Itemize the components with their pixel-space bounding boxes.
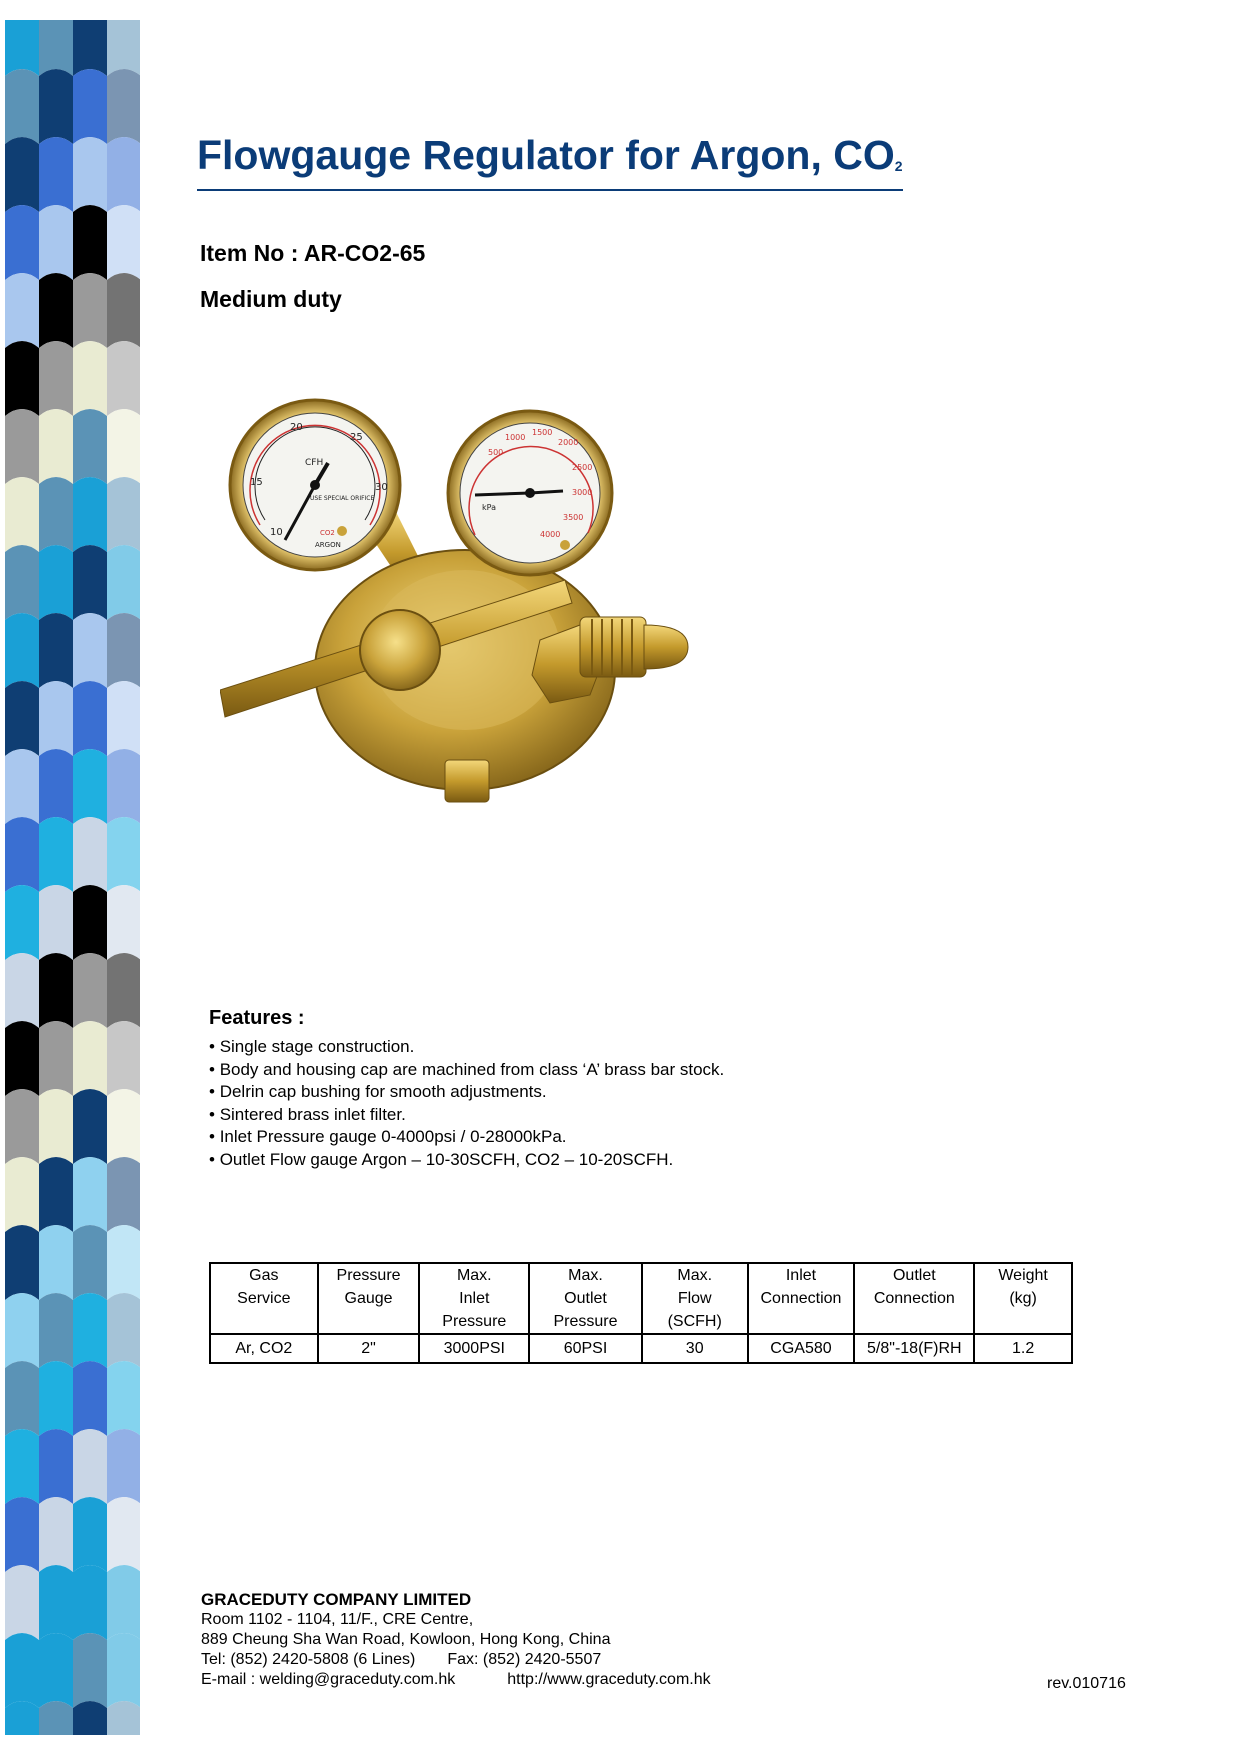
stripe-band — [73, 1021, 107, 1096]
svg-text:2000: 2000 — [558, 438, 579, 447]
cell-outlet-connection: 5/8"-18(F)RH — [854, 1334, 974, 1363]
stripe-band — [73, 817, 107, 892]
stripe-band — [73, 69, 107, 144]
stripe-band — [73, 1089, 107, 1164]
stripe-band — [39, 69, 73, 144]
stripe-band — [5, 1429, 39, 1504]
stripe-band — [39, 1293, 73, 1368]
header-max-inlet-pressure: Max. Inlet Pressure — [419, 1263, 529, 1334]
decorative-stripe-border — [5, 20, 140, 1735]
stripe-band — [5, 1565, 39, 1640]
svg-text:1500: 1500 — [532, 428, 553, 437]
feature-item: • Sintered brass inlet filter. — [209, 1104, 724, 1127]
features-heading: Features : — [209, 1007, 305, 1029]
feature-item: • Body and housing cap are machined from class ‘A’ brass bar stock. — [209, 1059, 724, 1082]
header-outlet-connection: Outlet Connection — [854, 1263, 974, 1334]
stripe-band — [73, 477, 107, 552]
stripe-band — [5, 1225, 39, 1300]
stripe-band — [73, 545, 107, 620]
flow-gauge — [230, 400, 400, 570]
regulator-photo — [220, 385, 770, 845]
svg-text:ARGON: ARGON — [315, 541, 341, 549]
stripe-band — [39, 1021, 73, 1096]
contact-web-line — [201, 1670, 711, 1690]
header-weight: Weight (kg) — [974, 1263, 1072, 1334]
stripe-band — [5, 1701, 39, 1735]
svg-text:USE SPECIAL ORIFICE: USE SPECIAL ORIFICE — [310, 495, 375, 502]
cell-max-outlet-pressure: 60PSI — [529, 1334, 642, 1363]
stripe-band — [39, 1633, 73, 1708]
stripe-band — [39, 1361, 73, 1436]
stripe-band — [5, 953, 39, 1028]
stripe-band — [5, 409, 39, 484]
header-gas-service: Gas Service — [210, 1263, 318, 1334]
company-footer — [201, 1590, 711, 1690]
stripe-band — [5, 1633, 39, 1708]
pressure-gauge — [448, 411, 612, 575]
stripe-band — [39, 749, 73, 824]
stripe-band — [5, 1361, 39, 1436]
stripe-band — [73, 205, 107, 280]
stripe-band — [5, 1497, 39, 1572]
header-pressure-gauge: Pressure Gauge — [318, 1263, 420, 1334]
duty-rating: Medium duty — [200, 286, 342, 312]
svg-text:kPa: kPa — [482, 503, 496, 512]
stripe-band — [5, 885, 39, 960]
stripe-band — [39, 20, 73, 76]
stripe-band — [5, 681, 39, 756]
stripe-band — [73, 681, 107, 756]
header-inlet-connection: Inlet Connection — [748, 1263, 855, 1334]
stripe-band — [39, 477, 73, 552]
stripe-band — [5, 273, 39, 348]
svg-text:3000: 3000 — [572, 488, 593, 497]
stripe-band — [39, 1701, 73, 1735]
svg-text:15: 15 — [250, 477, 263, 488]
stripe-band — [39, 545, 73, 620]
header-max-flow: Max. Flow (SCFH) — [642, 1263, 748, 1334]
feature-item: • Inlet Pressure gauge 0-4000psi / 0-28000kPa. — [209, 1126, 724, 1149]
stripe-band — [5, 20, 39, 76]
stripe-band — [39, 1497, 73, 1572]
cell-pressure-gauge: 2" — [318, 1334, 420, 1363]
stripe-band — [5, 545, 39, 620]
stripe-band — [5, 69, 39, 144]
stripe-band — [73, 1565, 107, 1640]
svg-text:30: 30 — [375, 482, 388, 493]
stripe-band — [73, 137, 107, 212]
cell-weight: 1.2 — [974, 1334, 1072, 1363]
stripe-band — [73, 613, 107, 688]
page-title: Flowgauge Regulator for Argon, $CO_2$ — [197, 132, 903, 191]
features-section — [209, 1007, 724, 1171]
cell-inlet-connection: CGA580 — [748, 1334, 855, 1363]
revision-number: rev.010716 — [1047, 1675, 1126, 1692]
stripe-band — [73, 1157, 107, 1232]
features-list — [209, 1036, 724, 1171]
website-link[interactable]: http://www.graceduty.com.hk — [507, 1671, 711, 1688]
feature-item: • Outlet Flow gauge Argon – 10-30SCFH, CO2 – 10-20SCFH. — [209, 1149, 724, 1172]
cell-max-inlet-pressure: 3000PSI — [419, 1334, 529, 1363]
stripe-band — [73, 1429, 107, 1504]
stripe-band — [39, 885, 73, 960]
stripe-band — [73, 1225, 107, 1300]
stripe-band — [73, 1633, 107, 1708]
stripe-band — [5, 477, 39, 552]
spec-table — [209, 1262, 1073, 1364]
stripe-band — [39, 1157, 73, 1232]
stripe-band — [73, 409, 107, 484]
company-name: GRACEDUTY COMPANY LIMITED — [201, 1590, 472, 1609]
feature-item: • Delrin cap bushing for smooth adjustments. — [209, 1081, 724, 1104]
svg-text:500: 500 — [488, 448, 504, 457]
stripe-band — [39, 1429, 73, 1504]
table-header-row — [210, 1263, 1072, 1334]
svg-text:10: 10 — [270, 527, 283, 538]
stripe-band — [73, 1497, 107, 1572]
stripe-band — [39, 205, 73, 280]
stripe-band — [5, 137, 39, 212]
stripe-band — [5, 817, 39, 892]
address-line-1: Room 1102 - 1104, 11/F., CRE Centre, — [201, 1611, 474, 1628]
stripe-band — [39, 1565, 73, 1640]
svg-text:3500: 3500 — [563, 513, 584, 522]
stripe-band — [5, 749, 39, 824]
stripe-band — [73, 341, 107, 416]
cell-gas-service: Ar, CO2 — [210, 1334, 318, 1363]
email-link[interactable]: E-mail : welding@graceduty.com.hk — [201, 1671, 456, 1688]
stripe-band — [5, 1293, 39, 1368]
address-line-2: 889 Cheung Sha Wan Road, Kowloon, Hong Kong, China — [201, 1631, 611, 1648]
stripe-band — [39, 817, 73, 892]
stripe-band — [5, 341, 39, 416]
stripe-band — [39, 273, 73, 348]
cell-max-flow: 30 — [642, 1334, 748, 1363]
stripe-band — [39, 613, 73, 688]
svg-text:CO2: CO2 — [320, 529, 335, 537]
stripe-band — [73, 20, 107, 76]
stripe-band — [5, 1089, 39, 1164]
stripe-band — [73, 953, 107, 1028]
svg-text:25: 25 — [350, 432, 363, 443]
fax-text: Fax: (852) 2420-5507 — [447, 1651, 602, 1668]
stripe-band — [39, 409, 73, 484]
stripe-band — [73, 273, 107, 348]
tel-text: Tel: (852) 2420-5808 (6 Lines) — [201, 1651, 416, 1668]
stripe-band — [73, 1361, 107, 1436]
item-number: Item No : AR-CO2-65 — [200, 240, 426, 266]
stripe-band — [5, 205, 39, 280]
contact-phone-line — [201, 1650, 711, 1670]
stripe-band — [39, 341, 73, 416]
stripe-band — [39, 1225, 73, 1300]
stripe-band — [73, 1701, 107, 1735]
stripe-band — [5, 1157, 39, 1232]
stripe-band — [39, 1089, 73, 1164]
svg-text:2500: 2500 — [572, 463, 593, 472]
svg-text:CFH: CFH — [305, 458, 324, 468]
stripe-band — [39, 953, 73, 1028]
svg-text:4000: 4000 — [540, 530, 561, 539]
svg-text:20: 20 — [290, 422, 303, 433]
stripe-band — [5, 613, 39, 688]
stripe-band — [39, 681, 73, 756]
stripe-band — [73, 885, 107, 960]
stripe-band — [5, 1021, 39, 1096]
header-max-outlet-pressure: Max. Outlet Pressure — [529, 1263, 642, 1334]
stripe-band — [73, 749, 107, 824]
svg-text:1000: 1000 — [505, 433, 526, 442]
stripe-band — [73, 1293, 107, 1368]
table-row — [210, 1334, 1072, 1363]
stripe-band — [39, 137, 73, 212]
feature-item: • Single stage construction. — [209, 1036, 724, 1059]
stripe-fade — [107, 20, 140, 1735]
